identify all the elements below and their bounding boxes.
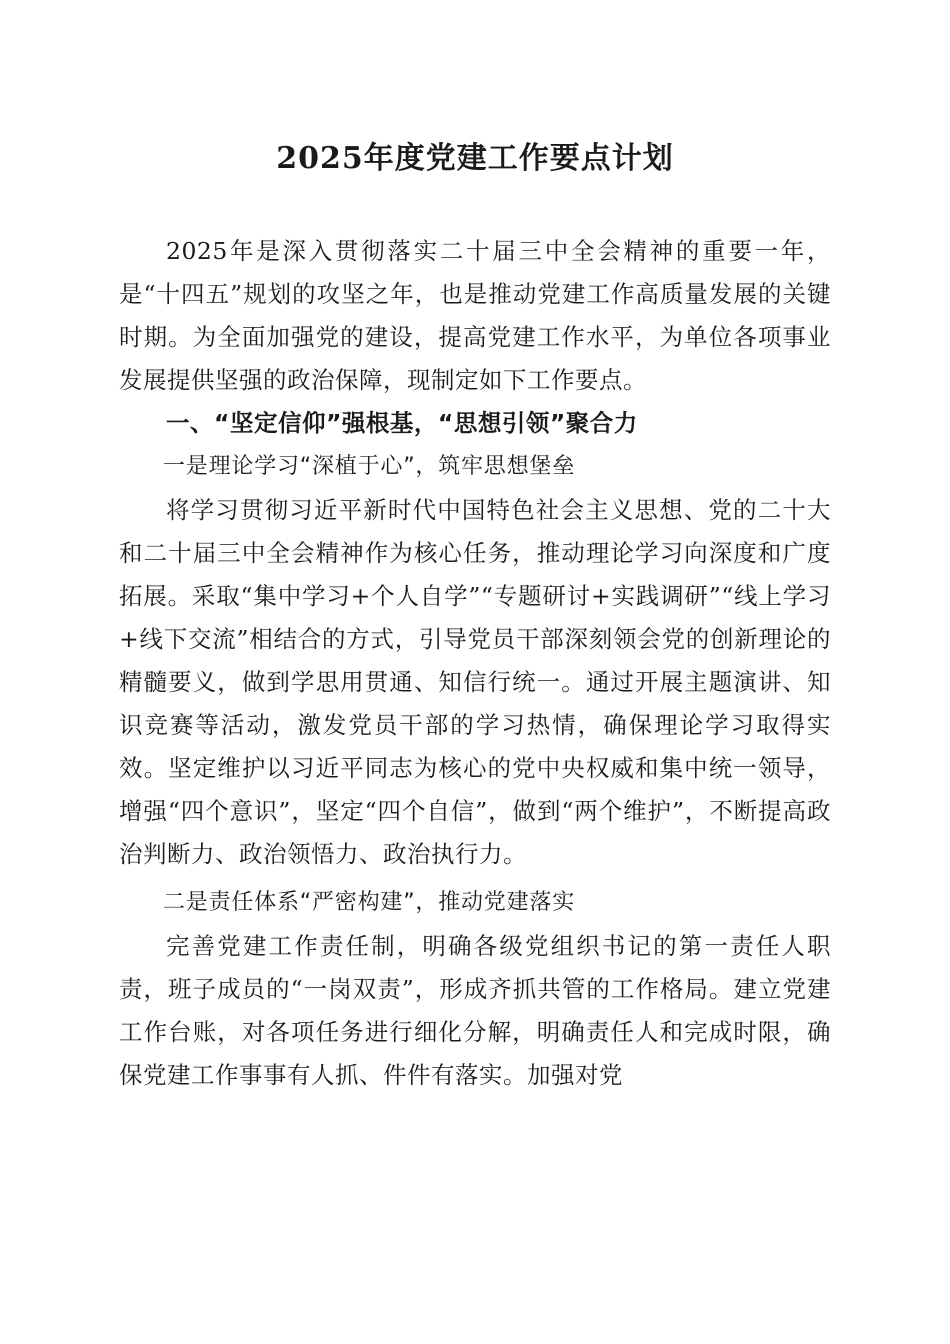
section-1-heading: 一、“坚定信仰”强根基，“思想引领”聚合力	[166, 409, 638, 438]
subsection-2-body: 完善党建工作责任制，明确各级党组织书记的第一责任人职责，班子成员的“一岗双责”，形成齐抓共管的工作格局。建立党建工作台账，对各项任务进行细化分解，明确责任人和完成时限，确保党建工作事事有人抓、件件有落实。加强对党	[119, 931, 831, 1089]
subsection-1-body: 将学习贯彻习近平新时代中国特色社会主义思想、党的二十大和二十届三中全会精神作为核心任务，推动理论学习向深度和广度拓展。采取“集中学习+个人自学”“专题研讨+实践调研”“线上学习+线下交流”相结合的方式，引导党员干部深刻领会党的创新理论的精髓要义，做到学思用贯通、知信行统一。通过开展主题演讲、知识竞赛等活动，激发党员干部的学习热情，确保理论学习取得实效。坚定维护以习近平同志为核心的党中央权威和集中统一领导，增强“四个意识”，坚定“四个自信”，做到“两个维护”，不断提高政治判断力、政治领悟力、政治执行力。	[119, 495, 831, 869]
document-title: 2025年度党建工作要点计划	[276, 141, 674, 176]
intro-paragraph: 2025年是深入贯彻落实二十届三中全会精神的重要一年，是“十四五”规划的攻坚之年，也是推动党建工作高质量发展的关键时期。为全面加强党的建设，提高党建工作水平，为单位各项事业发展提供坚强的政治保障，现制定如下工作要点。	[119, 237, 831, 395]
subsection-1-heading: 一是理论学习“深植于心”，筑牢思想堡垒	[163, 454, 575, 480]
document-body	[119, 230, 831, 1097]
subsection-2-heading: 二是责任体系“严密构建”，推动党建落实	[163, 890, 575, 916]
